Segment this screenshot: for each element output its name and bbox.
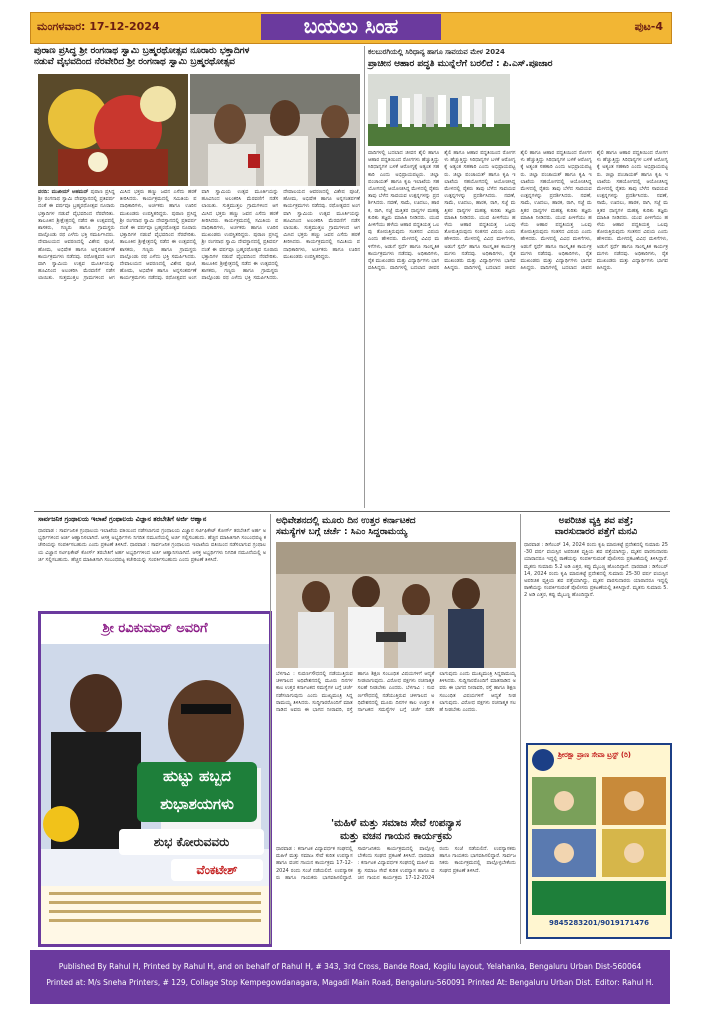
article-4-body: ಬೆಳಗಾವಿ : ಸುವರ್ಣಸೌಧದಲ್ಲಿ ನಡೆಯುತ್ತಿರುವ ಚಳಿಗಾಲದ ಅಧಿವೇಶನದಲ್ಲಿ ಮೂರು ದಿನಗಳ ಕಾಲ ಉತ್ತರ ಕರ್ನಾಟಕದ ಸಮಸ್ಯೆಗಳ ಬಗ್ಗೆ ಚರ್ಚೆ ನಡೆಸಲಾಗುವುದು ಎಂದು ಮುಖ್ಯಮಂತ್ರಿ ಸಿದ್ದರಾಮಯ್ಯ ತಿಳಿಸಿದರು. ಸುದ್ದಿಗಾರರೊಂದಿಗೆ ಮಾತನಾಡಿದ ಅವರು ಈ ಭಾಗದ ನೀರಾವರಿ, ರಸ್ತೆ ಹಾಗೂ ಶಿಕ್ಷಣ ಸಂಬಂಧಿತ ವಿಷಯಗಳಿಗೆ ಆದ್ಯತೆ ನೀಡಲಾಗುವುದು. ವಿರೋಧ ಪಕ್ಷಗಳು ರಚನಾತ್ಮಕ ಸಲಹೆ ನೀಡಬೇಕು ಎಂದರು. ಬೆಳಗಾವಿ : ಸುವರ್ಣಸೌಧದಲ್ಲಿ ನಡೆಯುತ್ತಿರುವ ಚಳಿಗಾಲದ ಅಧಿವೇಶನದಲ್ಲಿ ಮೂರು ದಿನಗಳ ಕಾಲ ಉತ್ತರ ಕರ್ನಾಟಕದ ಸಮಸ್ಯೆಗಳ ಬಗ್ಗೆ ಚರ್ಚೆ ನಡೆಸಲಾಗುವುದು ಎಂದು ಮುಖ್ಯಮಂತ್ರಿ ಸಿದ್ದರಾಮಯ್ಯ ತಿಳಿಸಿದರು. ಸುದ್ದಿಗಾರರೊಂದಿಗೆ ಮಾತನಾಡಿದ ಅವರು ಈ ಭಾಗದ ನೀರಾವರಿ, ರಸ್ತೆ ಹಾಗೂ ಶಿಕ್ಷಣ ಸಂಬಂಧಿತ ವಿಷಯಗಳಿಗೆ ಆದ್ಯತೆ ನೀಡಲಾಗುವುದು. ವಿರೋಧ ಪಕ್ಷಗಳು ರಚನಾತ್ಮಕ ಸಲಹೆ ನೀಡಬೇಕು ಎಂದರು. — [276, 671, 516, 714]
birthday-greeting-ad — [38, 611, 272, 947]
article-3-headline: ಸಾರ್ವಜನಿಕ ಗ್ರಂಥಾಲಯ ಇಲಾಖೆ ಗ್ರಂಥಾಲಯ ವಿಜ್ಞಾನ ತರಬೇತಿಗೆ ಅರ್ಜಿ ಆಹ್ವಾನ — [38, 515, 207, 523]
trust-advertisement — [526, 743, 672, 939]
article-2-kicker: ಕಲಬುರಗಿಯಲ್ಲಿ ಸಿರಿಧಾನ್ಯ ಹಾಗೂ ಸಾವಯವ ಮೇಳ 2024 — [368, 48, 505, 56]
article-1-photo-people — [190, 74, 360, 186]
article-2-photo — [368, 74, 510, 146]
newspaper-page — [30, 8, 678, 1008]
wishes-from-name: ವೆಂಕಟೇಶ್ — [171, 859, 263, 881]
publisher-footer — [30, 950, 670, 1004]
article-1-photo-flowers — [38, 74, 188, 186]
birthday-wishes: ಹುಟ್ಟು ಹಬ್ಬದ ಶುಭಾಶಯಗಳು — [137, 762, 257, 822]
article-2-headline: ಪ್ರಾಚೀನ ಆಹಾರ ಪದ್ಧತಿ ಮುನ್ನೆಲೆಗೆ ಬರಲಿದೆ : ಪಿ.ಎಸ್.ಪೂಜಾರ — [368, 59, 553, 69]
article-6-headline: 'ಮಹಿಳೆ ಮತ್ತು ಸಮಾಜ ಸೇವೆ ಉಪನ್ಯಾಸ ಮತ್ತು ವಚನ ಗಾಯನ ಕಾರ್ಯಕ್ರಮ — [331, 818, 461, 842]
greeting-fineprint — [41, 886, 269, 944]
trust-name: ಶ್ರೀರಕ್ಷಾ ಪ್ರಾಣ ಸೇವಾ ಟ್ರಸ್ಟ್ (ರಿ) — [558, 751, 631, 759]
article-4-headline: ಅಧಿವೇಶನದಲ್ಲಿ ಮೂರು ದಿನ ಉತ್ತರ ಕರ್ನಾಟಕದ ಸಮಸ್ಯೆಗಳ ಬಗ್ಗೆ ಚರ್ಚೆ : ಸಿಎಂ ಸಿದ್ದರಾಮಯ್ಯ — [276, 516, 416, 538]
column-divider — [520, 514, 521, 944]
footer-printer-line: Printed at: M/s Sneha Printers, # 129, Collage Stop Kempegowdanagara, Magadi Main Road, Bengaluru-560091 Printed At: Bengaluru Urban Dist. Editor: Rahul H. — [46, 978, 654, 987]
trust-details — [532, 881, 666, 915]
greeting-title: ಶ್ರೀ ರವಿಕುಮಾರ್ ಅವರಿಗೆ — [41, 614, 269, 644]
trust-phone: 9845283201/9019171476 — [549, 919, 649, 927]
article-2-body: ವಾದಿಗಳಲ್ಲಿ ಬದಲಾದ ಜೀವನ ಶೈಲಿ ಹಾಗೂ ಆಹಾರ ಪದ್ಧತಿಯಿಂದ ರೋಗಗಳು ಹೆಚ್ಚುತ್ತಿದ್ದು ಸಿರಿಧಾನ್ಯಗಳ ಬಳಕೆ ಆರೋಗ್ಯಕ್ಕೆ ಅತ್ಯಂತ ಸಹಕಾರಿ ಎಂದು ಅಭಿಪ್ರಾಯಪಟ್ಟರು. ಜಿಲ್ಲಾ ಪಂಚಾಯತ್ ಹಾಗೂ ಕೃಷಿ ಇಲಾಖೆಯ ಸಹಯೋಗದಲ್ಲಿ ಆಯೋಜಿಸಿದ್ದ ಮೇಳದಲ್ಲಿ ರೈತರು ತಾವು ಬೆಳೆದ ಸಾವಯವ ಉತ್ಪನ್ನಗಳನ್ನು ಪ್ರದರ್ಶಿಸಿದರು. ನವಣೆ, ಸಾಮೆ, ಊದಲು, ಹಾರಕ, ರಾಗಿ, ಸಜ್ಜೆ ಮತ್ತಿತರ ಧಾನ್ಯಗಳ ಮಹತ್ವ ಕುರಿತು ತಜ್ಞರು ಮಾಹಿತಿ ನೀಡಿದರು. ಯುವ ಪೀಳಿಗೆಯು ಹಳೆಯ ಆಹಾರ ಪದ್ಧತಿಯತ್ತ ಒಲವು ತೋರುತ್ತಿರುವುದು ಸಂತಸದ ವಿಷಯ ಎಂದು ಹೇಳಿದರು. ಮೇಳದಲ್ಲಿ ವಿವಿಧ ಮಳಿಗೆಗಳು, ಅಡುಗೆ ಸ್ಪರ್ಧೆ ಹಾಗೂ ಸಾಂಸ್ಕೃತಿಕ ಕಾರ್ಯಕ್ರಮಗಳು ನಡೆದವು. ಅಧಿಕಾರಿಗಳು, ರೈತ ಮುಖಂಡರು ಮತ್ತು ವಿದ್ಯಾರ್ಥಿಗಳು ಭಾಗವಹಿಸಿದ್ದರು. ವಾದಿಗಳಲ್ಲಿ ಬದಲಾದ ಜೀವನ ಶೈಲಿ ಹಾಗೂ ಆಹಾರ ಪದ್ಧತಿಯಿಂದ ರೋಗಗಳು ಹೆಚ್ಚುತ್ತಿದ್ದು ಸಿರಿಧಾನ್ಯಗಳ ಬಳಕೆ ಆರೋಗ್ಯಕ್ಕೆ ಅತ್ಯಂತ ಸಹಕಾರಿ ಎಂದು ಅಭಿಪ್ರಾಯಪಟ್ಟರು. ಜಿಲ್ಲಾ ಪಂಚಾಯತ್ ಹಾಗೂ ಕೃಷಿ ಇಲಾಖೆಯ ಸಹಯೋಗದಲ್ಲಿ ಆಯೋಜಿಸಿದ್ದ ಮೇಳದಲ್ಲಿ ರೈತರು ತಾವು ಬೆಳೆದ ಸಾವಯವ ಉತ್ಪನ್ನಗಳನ್ನು ಪ್ರದರ್ಶಿಸಿದರು. ನವಣೆ, ಸಾಮೆ, ಊದಲು, ಹಾರಕ, ರಾಗಿ, ಸಜ್ಜೆ ಮತ್ತಿತರ ಧಾನ್ಯಗಳ ಮಹತ್ವ ಕುರಿತು ತಜ್ಞರು ಮಾಹಿತಿ ನೀಡಿದರು. ಯುವ ಪೀಳಿಗೆಯು ಹಳೆಯ ಆಹಾರ ಪದ್ಧತಿಯತ್ತ ಒಲವು ತೋರುತ್ತಿರುವುದು ಸಂತಸದ ವಿಷಯ ಎಂದು ಹೇಳಿದರು. ಮೇಳದಲ್ಲಿ ವಿವಿಧ ಮಳಿಗೆಗಳು, ಅಡುಗೆ ಸ್ಪರ್ಧೆ ಹಾಗೂ ಸಾಂಸ್ಕೃತಿಕ ಕಾರ್ಯಕ್ರಮಗಳು ನಡೆದವು. ಅಧಿಕಾರಿಗಳು, ರೈತ ಮುಖಂಡರು ಮತ್ತು ವಿದ್ಯಾರ್ಥಿಗಳು ಭಾಗವಹಿಸಿದ್ದರು. ವಾದಿಗಳಲ್ಲಿ ಬದಲಾದ ಜೀವನ ಶೈಲಿ ಹಾಗೂ ಆಹಾರ ಪದ್ಧತಿಯಿಂದ ರೋಗಗಳು ಹೆಚ್ಚುತ್ತಿದ್ದು ಸಿರಿಧಾನ್ಯಗಳ ಬಳಕೆ ಆರೋಗ್ಯಕ್ಕೆ ಅತ್ಯಂತ ಸಹಕಾರಿ ಎಂದು ಅಭಿಪ್ರಾಯಪಟ್ಟರು. ಜಿಲ್ಲಾ ಪಂಚಾಯತ್ ಹಾಗೂ ಕೃಷಿ ಇಲಾಖೆಯ ಸಹಯೋಗದಲ್ಲಿ ಆಯೋಜಿಸಿದ್ದ ಮೇಳದಲ್ಲಿ ರೈತರು ತಾವು ಬೆಳೆದ ಸಾವಯವ ಉತ್ಪನ್ನಗಳನ್ನು ಪ್ರದರ್ಶಿಸಿದರು. ನವಣೆ, ಸಾಮೆ, ಊದಲು, ಹಾರಕ, ರಾಗಿ, ಸಜ್ಜೆ ಮತ್ತಿತರ ಧಾನ್ಯಗಳ ಮಹತ್ವ ಕುರಿತು ತಜ್ಞರು ಮಾಹಿತಿ ನೀಡಿದರು. ಯುವ ಪೀಳಿಗೆಯು ಹಳೆಯ ಆಹಾರ ಪದ್ಧತಿಯತ್ತ ಒಲವು ತೋರುತ್ತಿರುವುದು ಸಂತಸದ ವಿಷಯ ಎಂದು ಹೇಳಿದರು. ಮೇಳದಲ್ಲಿ ವಿವಿಧ ಮಳಿಗೆಗಳು, ಅಡುಗೆ ಸ್ಪರ್ಧೆ ಹಾಗೂ ಸಾಂಸ್ಕೃತಿಕ ಕಾರ್ಯಕ್ರಮಗಳು ನಡೆದವು. ಅಧಿಕಾರಿಗಳು, ರೈತ ಮುಖಂಡರು ಮತ್ತು ವಿದ್ಯಾರ್ಥಿಗಳು ಭಾಗವಹಿಸಿದ್ದರು. ವಾದಿಗಳಲ್ಲಿ ಬದಲಾದ ಜೀವನ ಶೈಲಿ ಹಾಗೂ ಆಹಾರ ಪದ್ಧತಿಯಿಂದ ರೋಗಗಳು ಹೆಚ್ಚುತ್ತಿದ್ದು ಸಿರಿಧಾನ್ಯಗಳ ಬಳಕೆ ಆರೋಗ್ಯಕ್ಕೆ ಅತ್ಯಂತ ಸಹಕಾರಿ ಎಂದು ಅಭಿಪ್ರಾಯಪಟ್ಟರು. ಜಿಲ್ಲಾ ಪಂಚಾಯತ್ ಹಾಗೂ ಕೃಷಿ ಇಲಾಖೆಯ ಸಹಯೋಗದಲ್ಲಿ ಆಯೋಜಿಸಿದ್ದ ಮೇಳದಲ್ಲಿ ರೈತರು ತಾವು ಬೆಳೆದ ಸಾವಯವ ಉತ್ಪನ್ನಗಳನ್ನು ಪ್ರದರ್ಶಿಸಿದರು. ನವಣೆ, ಸಾಮೆ, ಊದಲು, ಹಾರಕ, ರಾಗಿ, ಸಜ್ಜೆ ಮತ್ತಿತರ ಧಾನ್ಯಗಳ ಮಹತ್ವ ಕುರಿತು ತಜ್ಞರು ಮಾಹಿತಿ ನೀಡಿದರು. ಯುವ ಪೀಳಿಗೆಯು ಹಳೆಯ ಆಹಾರ ಪದ್ಧತಿಯತ್ತ ಒಲವು ತೋರುತ್ತಿರುವುದು ಸಂತಸದ ವಿಷಯ ಎಂದು ಹೇಳಿದರು. ಮೇಳದಲ್ಲಿ ವಿವಿಧ ಮಳಿಗೆಗಳು, ಅಡುಗೆ ಸ್ಪರ್ಧೆ ಹಾಗೂ ಸಾಂಸ್ಕೃತಿಕ ಕಾರ್ಯಕ್ರಮಗಳು ನಡೆದವು. ಅಧಿಕಾರಿಗಳು, ರೈತ ಮುಖಂಡರು ಮತ್ತು ವಿದ್ಯಾರ್ಥಿಗಳು ಭಾಗವಹಿಸಿದ್ದರು. — [368, 150, 668, 272]
article-5-body: ಧಾರವಾಡ : ಡಿಸೆಂಬರ್ 14, 2024 ರಂದು ಕೃಷಿ ಮಾರುಕಟ್ಟೆ ಪ್ರದೇಶದಲ್ಲಿ ಸುಮಾರು 25-30 ವರ್ಷ ವಯಸ್ಸಿನ ಅಪರಿಚಿತ ವ್ಯಕ್ತಿಯ ಶವ ಪತ್ತೆಯಾಗಿದ್ದು, ಮೃತನ ವಾರಸುದಾರರು ಯಾರಾದರೂ ಇದ್ದಲ್ಲಿ ಠಾಣೆಯನ್ನು ಸಂಪರ್ಕಿಸುವಂತೆ ಪೊಲೀಸರು ಪ್ರಕಟಣೆಯಲ್ಲಿ ತಿಳಿಸಿದ್ದಾರೆ. ಮೃತನು ಸುಮಾರು 5.2 ಅಡಿ ಎತ್ತರ, ಕಪ್ಪು ಮೈಬಣ್ಣ ಹೊಂದಿದ್ದಾನೆ. ಧಾರವಾಡ : ಡಿಸೆಂಬರ್ 14, 2024 ರಂದು ಕೃಷಿ ಮಾರುಕಟ್ಟೆ ಪ್ರದೇಶದಲ್ಲಿ ಸುಮಾರು 25-30 ವರ್ಷ ವಯಸ್ಸಿನ ಅಪರಿಚಿತ ವ್ಯಕ್ತಿಯ ಶವ ಪತ್ತೆಯಾಗಿದ್ದು, ಮೃತನ ವಾರಸುದಾರರು ಯಾರಾದರೂ ಇದ್ದಲ್ಲಿ ಠಾಣೆಯನ್ನು ಸಂಪರ್ಕಿಸುವಂತೆ ಪೊಲೀಸರು ಪ್ರಕಟಣೆಯಲ್ಲಿ ತಿಳಿಸಿದ್ದಾರೆ. ಮೃತನು ಸುಮಾರು 5.2 ಅಡಿ ಎತ್ತರ, ಕಪ್ಪು ಮೈಬಣ್ಣ ಹೊಂದಿದ್ದಾನೆ. — [524, 542, 668, 599]
article-1-byline: ವರದಿ: ಮುಖೀಮ್ ಅಹಮದ್ — [38, 189, 89, 195]
column-divider — [364, 46, 365, 508]
trust-logo-icon — [532, 749, 554, 771]
article-5-headline: ಅಪರಿಚಿತ ವ್ಯಕ್ತಿ ಶವ ಪತ್ತೆ; ವಾರಸುದಾರರ ಪತ್ತೆಗೆ ಮನವಿ — [554, 516, 638, 538]
newspaper-title: ಬಯಲು ಸಿಂಹ — [261, 14, 441, 40]
masthead — [30, 12, 672, 44]
issue-date: ಮಂಗಳವಾರ: 17-12-2024 — [37, 20, 160, 33]
section-divider — [34, 511, 670, 512]
footer-publisher-line: Published By Rahul H, Printed by Rahul H, and on behalf of Rahul H, # 343, 3rd Cross, Bande Road, Kogilu layout, Yelahanka, Bengaluru Urban Dist-560064 — [58, 962, 642, 971]
article-1-body: ವರದಿ: ಮುಖೀಮ್ ಅಹಮದ್ ಪುರಾಣ ಪ್ರಸಿದ್ಧ ಶ್ರೀ ರಂಗನಾಥ ಸ್ವಾಮಿ ದೇವಸ್ಥಾನದಲ್ಲಿ ಪ್ರತಿವರ್ಷದಂತೆ ಈ ವರ್ಷವೂ ಬ್ರಹ್ಮರಥೋತ್ಸವ ನೂರಾರು ಭಕ್ತಾದಿಗಳ ನಡುವೆ ವೈಭವದಿಂದ ನೆರವೇರಿತು. ತಾಲೂಕಿನ ಶ್ರೀಕ್ಷೇತ್ರದಲ್ಲಿ ನಡೆದ ಈ ಉತ್ಸವದಲ್ಲಿ ಶಾಸಕರು, ಗಣ್ಯರು ಹಾಗೂ ಗ್ರಾಮಸ್ಥರು ಪಾಲ್ಗೊಂಡು ರಥ ಎಳೆದು ಭಕ್ತಿ ಸಮರ್ಪಿಸಿದರು. ದೇವಾಲಯದ ಆವರಣದಲ್ಲಿ ವಿಶೇಷ ಪೂಜೆ, ಹೋಮ, ಅಭಿಷೇಕ ಹಾಗೂ ಅನ್ನಸಂತರ್ಪಣೆ ಕಾರ್ಯಕ್ರಮಗಳು ನಡೆದವು. ರಥೋತ್ಸವದ ಅಂಗವಾಗಿ ಸ್ವಾಮಿಯ ಉತ್ಸವ ಮೂರ್ತಿಯನ್ನು ಹೂವಿನಿಂದ ಅಲಂಕರಿಸಿ ಮೆರವಣಿಗೆ ನಡೆಸಲಾಯಿತು. ಸುತ್ತಮುತ್ತಲ ಗ್ರಾಮಗಳಿಂದ ಆಗಮಿಸಿದ ಭಕ್ತರು ಹಣ್ಣು ಜವನ ಎಸೆದು ಹರಕೆ ತೀರಿಸಿದರು. ಕಾರ್ಯಕ್ರಮದಲ್ಲಿ ಸಮಿತಿಯ ಪದಾಧಿಕಾರಿಗಳು, ಅರ್ಚಕರು ಹಾಗೂ ಊರಿನ ಮುಖಂಡರು ಉಪಸ್ಥಿತರಿದ್ದರು. ಪುರಾಣ ಪ್ರಸಿದ್ಧ ಶ್ರೀ ರಂಗನಾಥ ಸ್ವಾಮಿ ದೇವಸ್ಥಾನದಲ್ಲಿ ಪ್ರತಿವರ್ಷದಂತೆ ಈ ವರ್ಷವೂ ಬ್ರಹ್ಮರಥೋತ್ಸವ ನೂರಾರು ಭಕ್ತಾದಿಗಳ ನಡುವೆ ವೈಭವದಿಂದ ನೆರವೇರಿತು. ತಾಲೂಕಿನ ಶ್ರೀಕ್ಷೇತ್ರದಲ್ಲಿ ನಡೆದ ಈ ಉತ್ಸವದಲ್ಲಿ ಶಾಸಕರು, ಗಣ್ಯರು ಹಾಗೂ ಗ್ರಾಮಸ್ಥರು ಪಾಲ್ಗೊಂಡು ರಥ ಎಳೆದು ಭಕ್ತಿ ಸಮರ್ಪಿಸಿದರು. ದೇವಾಲಯದ ಆವರಣದಲ್ಲಿ ವಿಶೇಷ ಪೂಜೆ, ಹೋಮ, ಅಭಿಷೇಕ ಹಾಗೂ ಅನ್ನಸಂತರ್ಪಣೆ ಕಾರ್ಯಕ್ರಮಗಳು ನಡೆದವು. ರಥೋತ್ಸವದ ಅಂಗವಾಗಿ ಸ್ವಾಮಿಯ ಉತ್ಸವ ಮೂರ್ತಿಯನ್ನು ಹೂವಿನಿಂದ ಅಲಂಕರಿಸಿ ಮೆರವಣಿಗೆ ನಡೆಸಲಾಯಿತು. ಸುತ್ತಮುತ್ತಲ ಗ್ರಾಮಗಳಿಂದ ಆಗಮಿಸಿದ ಭಕ್ತರು ಹಣ್ಣು ಜವನ ಎಸೆದು ಹರಕೆ ತೀರಿಸಿದರು. ಕಾರ್ಯಕ್ರಮದಲ್ಲಿ ಸಮಿತಿಯ ಪದಾಧಿಕಾರಿಗಳು, ಅರ್ಚಕರು ಹಾಗೂ ಊರಿನ ಮುಖಂಡರು ಉಪಸ್ಥಿತರಿದ್ದರು. ಪುರಾಣ ಪ್ರಸಿದ್ಧ ಶ್ರೀ ರಂಗನಾಥ ಸ್ವಾಮಿ ದೇವಸ್ಥಾನದಲ್ಲಿ ಪ್ರತಿವರ್ಷದಂತೆ ಈ ವರ್ಷವೂ ಬ್ರಹ್ಮರಥೋತ್ಸವ ನೂರಾರು ಭಕ್ತಾದಿಗಳ ನಡುವೆ ವೈಭವದಿಂದ ನೆರವೇರಿತು. ತಾಲೂಕಿನ ಶ್ರೀಕ್ಷೇತ್ರದಲ್ಲಿ ನಡೆದ ಈ ಉತ್ಸವದಲ್ಲಿ ಶಾಸಕರು, ಗಣ್ಯರು ಹಾಗೂ ಗ್ರಾಮಸ್ಥರು ಪಾಲ್ಗೊಂಡು ರಥ ಎಳೆದು ಭಕ್ತಿ ಸಮರ್ಪಿಸಿದರು. ದೇವಾಲಯದ ಆವರಣದಲ್ಲಿ ವಿಶೇಷ ಪೂಜೆ, ಹೋಮ, ಅಭಿಷೇಕ ಹಾಗೂ ಅನ್ನಸಂತರ್ಪಣೆ ಕಾರ್ಯಕ್ರಮಗಳು ನಡೆದವು. ರಥೋತ್ಸವದ ಅಂಗವಾಗಿ ಸ್ವಾಮಿಯ ಉತ್ಸವ ಮೂರ್ತಿಯನ್ನು ಹೂವಿನಿಂದ ಅಲಂಕರಿಸಿ ಮೆರವಣಿಗೆ ನಡೆಸಲಾಯಿತು. ಸುತ್ತಮುತ್ತಲ ಗ್ರಾಮಗಳಿಂದ ಆಗಮಿಸಿದ ಭಕ್ತರು ಹಣ್ಣು ಜವನ ಎಸೆದು ಹರಕೆ ತೀರಿಸಿದರು. ಕಾರ್ಯಕ್ರಮದಲ್ಲಿ ಸಮಿತಿಯ ಪದಾಧಿಕಾರಿಗಳು, ಅರ್ಚಕರು ಹಾಗೂ ಊರಿನ ಮುಖಂಡರು ಉಪಸ್ಥಿತರಿದ್ದರು. — [38, 189, 360, 282]
trust-photos — [532, 777, 666, 877]
article-3-body: ಧಾರವಾಡ : ಸಾರ್ವಜನಿಕ ಗ್ರಂಥಾಲಯ ಇಲಾಖೆಯ ವತಿಯಿಂದ ನಡೆಸಲಾಗುವ ಗ್ರಂಥಾಲಯ ವಿಜ್ಞಾನ ಸರ್ಟಿಫಿಕೇಟ್ ಕೋರ್ಸ್ ತರಬೇತಿಗೆ ಅರ್ಹ ಅಭ್ಯರ್ಥಿಗಳಿಂದ ಅರ್ಜಿ ಆಹ್ವಾನಿಸಲಾಗಿದೆ. ಆಸಕ್ತ ಅಭ್ಯರ್ಥಿಗಳು ನಿಗದಿತ ನಮೂನೆಯಲ್ಲಿ ಅರ್ಜಿ ಸಲ್ಲಿಸಬಹುದು. ಹೆಚ್ಚಿನ ಮಾಹಿತಿಗಾಗಿ ಸಂಬಂಧಪಟ್ಟ ಕಚೇರಿಯನ್ನು ಸಂಪರ್ಕಿಸಬಹುದು ಎಂದು ಪ್ರಕಟಣೆ ತಿಳಿಸಿದೆ. ಧಾರವಾಡ : ಸಾರ್ವಜನಿಕ ಗ್ರಂಥಾಲಯ ಇಲಾಖೆಯ ವತಿಯಿಂದ ನಡೆಸಲಾಗುವ ಗ್ರಂಥಾಲಯ ವಿಜ್ಞಾನ ಸರ್ಟಿಫಿಕೇಟ್ ಕೋರ್ಸ್ ತರಬೇತಿಗೆ ಅರ್ಹ ಅಭ್ಯರ್ಥಿಗಳಿಂದ ಅರ್ಜಿ ಆಹ್ವಾನಿಸಲಾಗಿದೆ. ಆಸಕ್ತ ಅಭ್ಯರ್ಥಿಗಳು ನಿಗದಿತ ನಮೂನೆಯಲ್ಲಿ ಅರ್ಜಿ ಸಲ್ಲಿಸಬಹುದು. ಹೆಚ್ಚಿನ ಮಾಹಿತಿಗಾಗಿ ಸಂಬಂಧಪಟ್ಟ ಕಚೇರಿಯನ್ನು ಸಂಪರ್ಕಿಸಬಹುದು ಎಂದು ಪ್ರಕಟಣೆ ತಿಳಿಸಿದೆ. — [38, 528, 266, 563]
article-6-body: ಧಾರವಾಡ : ಕರ್ನಾಟಕ ವಿದ್ಯಾವರ್ಧಕ ಸಂಘದಲ್ಲಿ ಮಹಿಳೆ ಮತ್ತು ಸಮಾಜ ಸೇವೆ ಕುರಿತ ಉಪನ್ಯಾಸ ಹಾಗೂ ವಚನ ಗಾಯನ ಕಾರ್ಯಕ್ರಮ 17-12-2024 ರಂದು ಸಂಜೆ ನಡೆಯಲಿದೆ. ಉಪನ್ಯಾಸಕರು ಹಾಗೂ ಗಾಯಕರು ಭಾಗವಹಿಸಲಿದ್ದಾರೆ. ಸಾರ್ವಜನಿಕರು ಕಾರ್ಯಕ್ರಮದಲ್ಲಿ ಪಾಲ್ಗೊಳ್ಳಬೇಕೆಂದು ಸಂಘದ ಪ್ರಕಟಣೆ ತಿಳಿಸಿದೆ. ಧಾರವಾಡ : ಕರ್ನಾಟಕ ವಿದ್ಯಾವರ್ಧಕ ಸಂಘದಲ್ಲಿ ಮಹಿಳೆ ಮತ್ತು ಸಮಾಜ ಸೇವೆ ಕುರಿತ ಉಪನ್ಯಾಸ ಹಾಗೂ ವಚನ ಗಾಯನ ಕಾರ್ಯಕ್ರಮ 17-12-2024 ರಂದು ಸಂಜೆ ನಡೆಯಲಿದೆ. ಉಪನ್ಯಾಸಕರು ಹಾಗೂ ಗಾಯಕರು ಭಾಗವಹಿಸಲಿದ್ದಾರೆ. ಸಾರ್ವಜನಿಕರು ಕಾರ್ಯಕ್ರಮದಲ್ಲಿ ಪಾಲ್ಗೊಳ್ಳಬೇಕೆಂದು ಸಂಘದ ಪ್ರಕಟಣೆ ತಿಳಿಸಿದೆ. — [276, 846, 516, 881]
page-number: ಪುಟ-4 — [634, 20, 663, 33]
wishes-from-label: ಶುಭ ಕೋರುವವರು — [119, 829, 264, 855]
article-4-photo — [276, 542, 516, 668]
column-divider — [270, 514, 271, 944]
article-1-headline: ಪುರಾಣ ಪ್ರಸಿದ್ಧ ಶ್ರೀ ರಂಗನಾಥ ಸ್ವಾಮಿ ಬ್ರಹ್ಮರಥೋತ್ಸವ ನೂರಾರು ಭಕ್ತಾದಿಗಳ ನಡುವೆ ವೈಭವದಿಂದ ನೆರವೇರಿದ ಶ್ರೀ ರಂಗನಾಥ ಸ್ವಾಮಿ ಬ್ರಹ್ಮರಥೋತ್ಸವ — [34, 46, 250, 68]
